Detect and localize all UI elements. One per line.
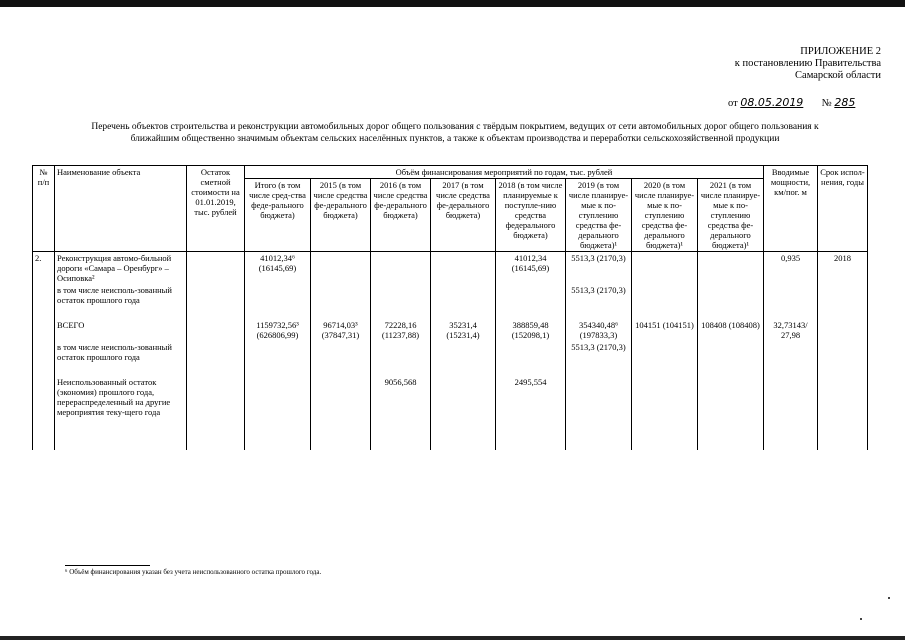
row-num: 2. xyxy=(33,252,55,285)
row-2016: 9056,568 xyxy=(371,376,431,450)
row-2015 xyxy=(311,252,371,285)
appendix-line: Самарской области xyxy=(795,70,881,81)
header-2020: 2020 (в том числе планируе-мые к по-ступлению средства фе-дерального бюджета)¹ xyxy=(632,179,698,252)
row-2020: 104151 (104151) xyxy=(632,319,698,341)
row-name: в том числе неисполь-зованный остаток прошлого года xyxy=(55,341,187,376)
row-2018: 41012,34 (16145,69) xyxy=(496,252,566,285)
row-2018: 2495,554 xyxy=(496,376,566,450)
table-row xyxy=(33,284,868,319)
footnote: ⁶ Объём финансирования указан без учета неиспользованного остатка прошлого года. xyxy=(65,568,322,576)
scan-speck xyxy=(860,618,862,620)
header-2016: 2016 (в том числе средства фе-дерального бюджета) xyxy=(371,179,431,252)
row-name: Реконструкция автомо-бильной дороги «Самара – Оренбург» – Осиповка² xyxy=(55,252,187,285)
row-2017: 35231,4 (15231,4) xyxy=(431,319,496,341)
table-row xyxy=(33,376,868,450)
scan-top-edge xyxy=(0,0,905,7)
row-2019: 5513,3 (2170,3) xyxy=(566,252,632,285)
header-2019: 2019 (в том числе планируе-мые к по-ступлению средства фе-дерального бюджета)¹ xyxy=(566,179,632,252)
row-total: 41012,34⁶ (16145,69) xyxy=(245,252,311,285)
document-number: 285 xyxy=(834,96,856,109)
header-capacity: Вводимые мощности, км/пог. м xyxy=(764,166,818,252)
row-2020 xyxy=(632,252,698,285)
row-2019: 5513,3 (2170,3) xyxy=(566,284,632,319)
header-2015: 2015 (в том числе средства фе-дерального бюджета) xyxy=(311,179,371,252)
table-row xyxy=(33,319,868,341)
header-rest: Остаток сметной стоимости на 01.01.2019, тыс. рублей xyxy=(187,166,245,252)
appendix-title: ПРИЛОЖЕНИЕ 2 xyxy=(800,46,881,57)
header-row xyxy=(33,166,868,179)
header-total: Итого (в том числе сред-ства феде-рального бюджета) xyxy=(245,179,311,252)
date-prefix: от xyxy=(728,98,738,109)
row-2021 xyxy=(698,252,764,285)
heading-line: Перечень объектов строительства и реконструкции автомобильных дорог общего пользования с твёрдым покрытием, ведущих от сети автомобильных дорог общего пользования к xyxy=(91,122,819,132)
row-2018: 388859,48 (152098,1) xyxy=(496,319,566,341)
document-date-number xyxy=(728,96,855,109)
row-capacity: 32,73143/ 27,98 xyxy=(764,319,818,341)
objects-table xyxy=(32,165,868,450)
footnote-separator xyxy=(65,565,150,566)
scan-bottom-edge xyxy=(0,636,905,640)
row-rest xyxy=(187,252,245,285)
header-name: Наименование объекта xyxy=(55,166,187,252)
header-2017: 2017 (в том числе средства фе-дерального бюджета) xyxy=(431,179,496,252)
header-2021: 2021 (в том числе планируе-мые к по-ступлению средства фе-дерального бюджета)¹ xyxy=(698,179,764,252)
header-funding: Объём финансирования мероприятий по годам, тыс. рублей xyxy=(245,166,764,179)
document-date: 08.05.2019 xyxy=(740,96,804,109)
table-row xyxy=(33,252,868,285)
appendix-line: к постановлению Правительства xyxy=(734,58,881,69)
header-num: № п/п xyxy=(33,166,55,252)
heading-line: ближайшим общественно значимым объектам сельских населённых пунктов, а также к объектам производства и переработки сельскохозяйственной продукции xyxy=(130,134,780,144)
document-heading xyxy=(40,121,870,145)
appendix-block xyxy=(735,46,881,82)
scan-speck xyxy=(888,597,890,599)
row-name: в том числе неисполь-зованный остаток прошлого года xyxy=(55,284,187,319)
row-term: 2018 xyxy=(818,252,868,285)
row-2015: 96714,03³ (37847,31) xyxy=(311,319,371,341)
row-2017 xyxy=(431,252,496,285)
row-2016: 72228,16 (11237,88) xyxy=(371,319,431,341)
table-row xyxy=(33,341,868,376)
row-2019: 354340,48⁶ (197833,3) xyxy=(566,319,632,341)
row-2019: 5513,3 (2170,3) xyxy=(566,341,632,376)
row-total: 1159732,56³ (626806,99) xyxy=(245,319,311,341)
row-name: ВСЕГО xyxy=(55,319,187,341)
number-prefix: № xyxy=(821,98,832,109)
row-name: Неиспользованный остаток (экономия) прошлого года, перераспределенный на другие мероприятия теку-щего года xyxy=(55,376,187,450)
header-2018: 2018 (в том числе планируемые к поступле-нию средства федерального бюджета) xyxy=(496,179,566,252)
header-term: Срок испол-нения, годы xyxy=(818,166,868,252)
row-2021: 108408 (108408) xyxy=(698,319,764,341)
row-capacity: 0,935 xyxy=(764,252,818,285)
row-2016 xyxy=(371,252,431,285)
